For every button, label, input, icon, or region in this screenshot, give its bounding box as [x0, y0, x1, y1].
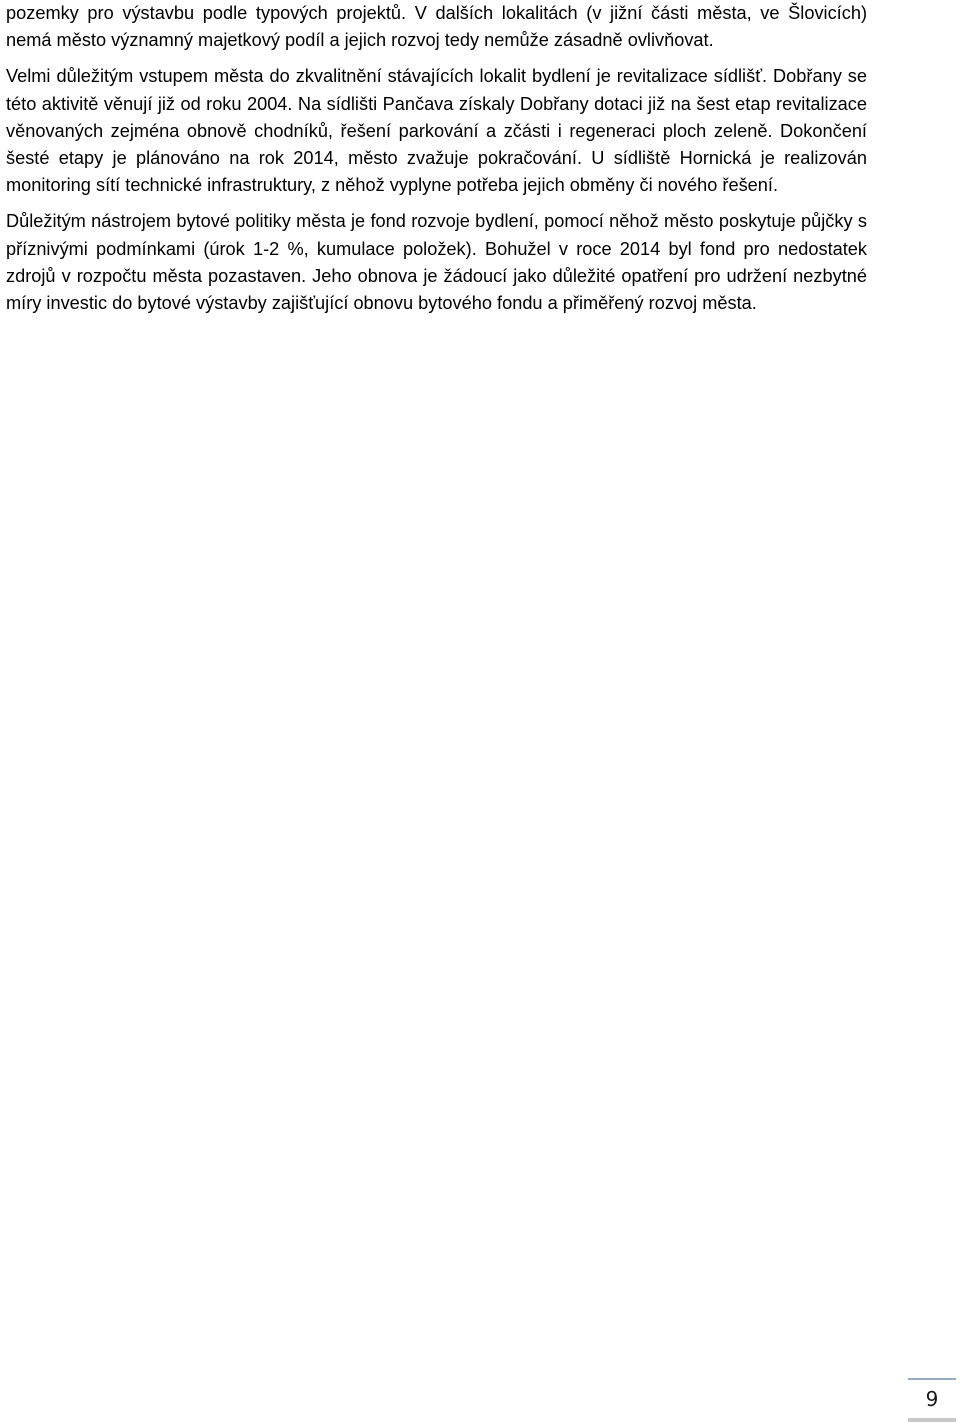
- page-number: 9: [925, 1387, 939, 1411]
- document-body: [6, 0, 867, 317]
- paragraph-housing-fund: Důležitým nástrojem bytové politiky města je fond rozvoje bydlení, pomocí něhož město poskytuje půjčky s příznivými podmínkami (úrok 1-2 %, kumulace položek). Bohužel v roce 2014 byl fond pro nedostatek zdrojů v rozpočtu města pozastaven. Jeho obnova je žádoucí jako důležité opatření pro udržení nezbytné míry investic do bytové výstavby zajišťující obnovu bytového fondu a přiměřený rozvoj města.: [6, 211, 867, 314]
- paragraph-plots: pozemky pro výstavbu podle typových projektů. V dalších lokalitách (v jižní části města, ve Šlovicích) nemá město významný majetkový podíl a jejich rozvoj tedy nemůže zásadně ovlivňovat.: [6, 3, 867, 51]
- paragraph-housing-estates: Velmi důležitým vstupem města do zkvalitnění stávajících lokalit bydlení je revitalizace sídlišť. Dobřany se této aktivitě věnují již od roku 2004. Na sídlišti Pančava získaly Dobřany dotaci již na šest etap revitalizace věnovaných zejména obnově chodníků, řešení parkování a zčásti i regeneraci ploch zeleně. Dokončení šesté etapy je plánováno na rok 2014, město zvažuje pokračování. U sídliště Hornická je realizován monitoring sítí technické infrastruktury, z něhož vyplyne potřeba jejich obměny či nového řešení.: [6, 66, 867, 196]
- page-number-box: [908, 1378, 956, 1422]
